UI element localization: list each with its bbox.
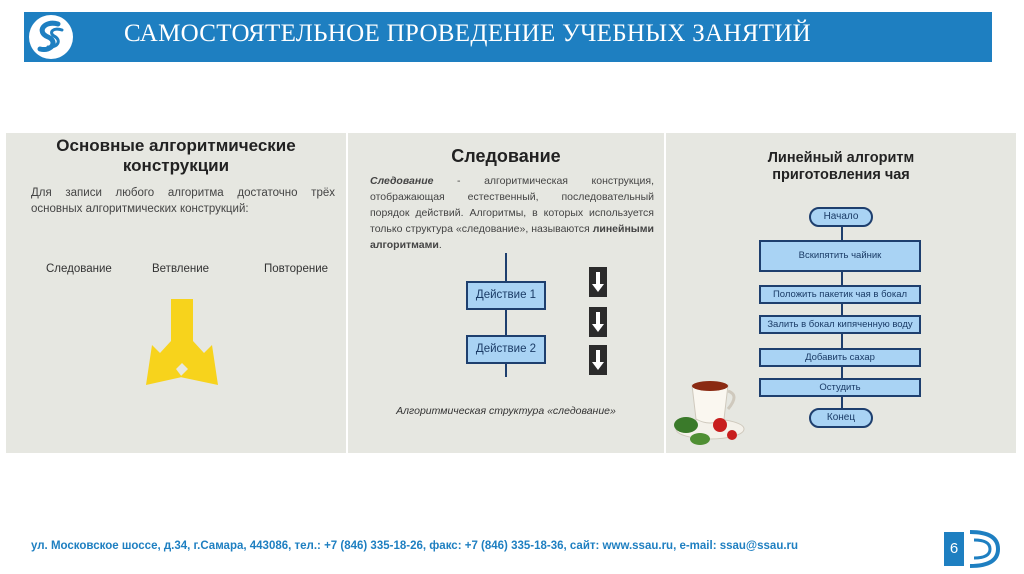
flow-step: Залить в бокал кипяченную воду: [759, 315, 921, 334]
flow-start: Начало: [809, 207, 873, 227]
label-branching: Ветвление: [152, 263, 210, 275]
branch-arrow-icon: [134, 297, 230, 397]
flow-step: Остудить: [759, 378, 921, 397]
label-repetition: Повторение: [264, 263, 329, 275]
action-box-2: Действие 2: [466, 335, 546, 364]
flow-step: Добавить сахар: [759, 348, 921, 367]
tea-cup-image: [670, 355, 754, 453]
flow-end: Конец: [809, 408, 873, 428]
panel-sequence: [348, 133, 664, 453]
flow-step: Положить пакетик чая в бокал: [759, 285, 921, 304]
panel-basic-constructs: [6, 133, 346, 453]
diagram-caption: Алгоритмическая структура «следование»: [396, 405, 616, 417]
footer-contacts: ул. Московское шоссе, д.34, г.Самара, 443086, тел.: +7 (846) 335-18-26, факс: +7 (846) 335-18-36, сайт: www.ssau.ru, e-mail: ssau@ssau.ru: [31, 540, 799, 552]
panel-linear-algorithm: [666, 133, 1016, 453]
label-sequence: Следование: [46, 263, 112, 275]
action-box-1: Действие 1: [466, 281, 546, 310]
down-arrow-icon: [589, 267, 607, 297]
slide-title: САМОСТОЯТЕЛЬНОЕ ПРОВЕДЕНИЕ УЧЕБНЫХ ЗАНЯТИЙ: [124, 20, 812, 47]
panel-text: Следование - алгоритмическая конструкция, отображающая естественный, последовательный порядок действий. Алгоритмы, в которых используется только структура «следование», называются линейными алгоритмами.: [370, 175, 654, 251]
panel-title: Основные алгоритмические конструкции: [56, 136, 296, 175]
panel-text: Для записи любого алгоритма достаточно трёх основных алгоритмических конструкций:: [31, 187, 335, 215]
down-arrow-icon: [589, 307, 607, 337]
content-panels: [6, 133, 1016, 453]
flow-step: Вскипятить чайник: [759, 240, 921, 272]
down-arrow-icon: [589, 345, 607, 375]
university-logo: [28, 14, 74, 60]
page-number: 6: [944, 532, 964, 566]
university-logo-small: [966, 526, 1000, 572]
panel-title: Следование: [451, 146, 561, 166]
panel-title: Линейный алгоритм приготовления чая: [767, 150, 915, 183]
